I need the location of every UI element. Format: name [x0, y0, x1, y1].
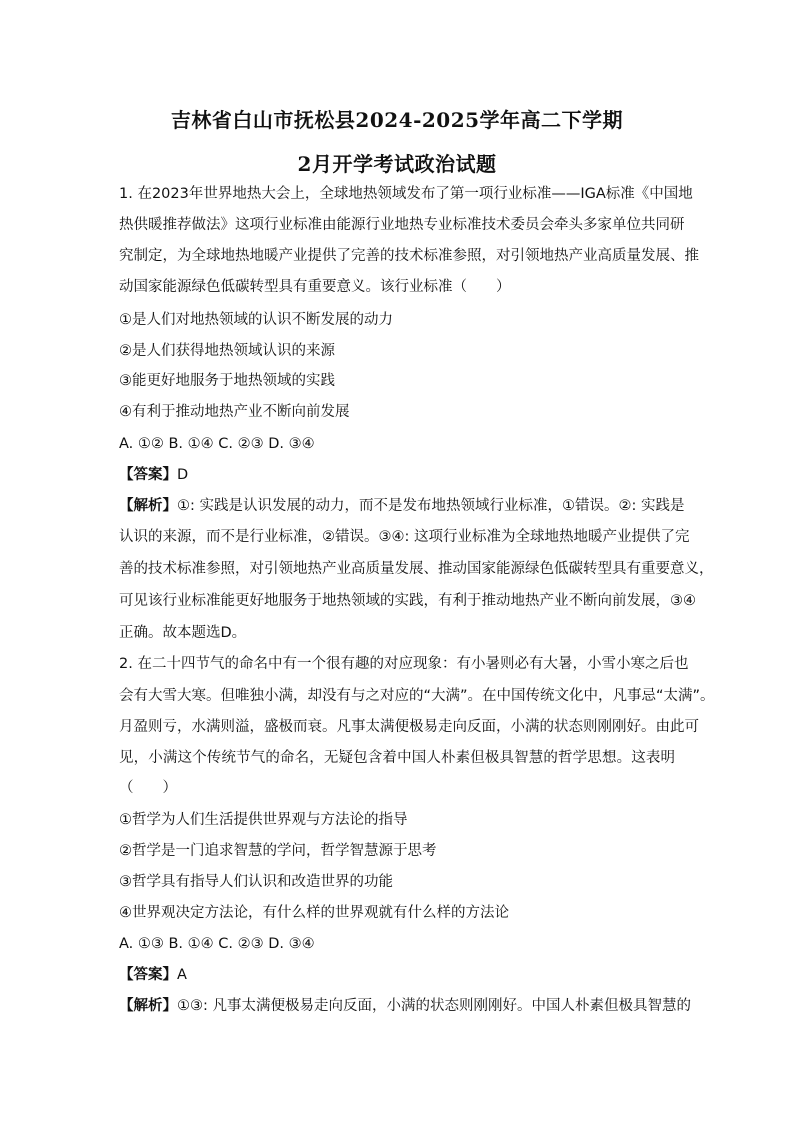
q1-choices: A. ①② B. ①④ C. ②③ D. ③④ [119, 436, 315, 452]
q2-stem-line: （ ） [119, 780, 177, 796]
document-title-line2: 2月开学考试政治试题 [297, 152, 497, 176]
answer-tag: 【答案】 [119, 467, 177, 483]
answer-tag: 【答案】 [119, 967, 177, 983]
q1-option: ①是人们对地热领域的认识不断发展的动力 [119, 312, 393, 328]
q1-option: ③能更好地服务于地热领域的实践 [119, 373, 335, 389]
q1-stem-line: 究制定，为全球地热地暖产业提供了完善的技术标准参照，对引领地热产业高质量发展、推 [119, 248, 699, 264]
q1-analysis-line: 可见该行业标准能更好地服务于地热领域的实践，有利于推动地热产业不断向前发展，③④ [119, 593, 696, 609]
q1-answer [119, 465, 188, 485]
answer-value: D [177, 467, 189, 483]
q2-option: ④世界观决定方法论，有什么样的世界观就有什么样的方法论 [119, 905, 509, 921]
answer-value: A [177, 967, 187, 983]
q2-stem-line: 会有大雪大寒。但唯独小满，却没有与之对应的“大满”。在中国传统文化中，凡事忌“太满”。 [119, 688, 715, 704]
q2-stem-line: 2. 在二十四节气的命名中有一个很有趣的对应现象：有小暑则必有大暑，小雪小寒之后也 [119, 656, 689, 672]
q1-analysis-line: 正确。故本题选D。 [119, 625, 247, 641]
analysis-text: ①: 实践是认识发展的动力，而不是发布地热领域行业标准，①错误。②: 实践是 [177, 498, 685, 514]
q2-option: ②哲学是一门追求智慧的学问，哲学智慧源于思考 [119, 843, 437, 859]
q1-stem-line: 1. 在2023年世界地热大会上，全球地热领域发布了第一项行业标准——IGA标准《中国地 [119, 186, 693, 202]
q1-option: ④有利于推动地热产业不断向前发展 [119, 404, 350, 420]
q1-analysis-line: 认识的来源，而不是行业标准，②错误。③④: 这项行业标准为全球地热地暖产业提供了完 [119, 529, 690, 545]
document-title-line1: 吉林省白山市抚松县2024-2025学年高二下学期 [170, 108, 624, 132]
q1-analysis-line [119, 496, 685, 516]
q2-option: ③哲学具有指导人们认识和改造世界的功能 [119, 874, 393, 890]
q1-analysis-line: 善的技术标准参照，对引领地热产业高质量发展、推动国家能源绿色低碳转型具有重要意义， [119, 561, 714, 577]
q2-stem-line: 见，小满这个传统节气的命名，无疑包含着中国人朴素但极具智慧的哲学思想。这表明 [119, 750, 675, 766]
analysis-tag: 【解析】 [119, 498, 177, 514]
q2-option: ①哲学为人们生活提供世界观与方法论的指导 [119, 812, 408, 828]
q2-choices: A. ①③ B. ①④ C. ②③ D. ③④ [119, 936, 315, 952]
q2-analysis-line [119, 996, 691, 1016]
q1-option: ②是人们获得地热领域认识的来源 [119, 343, 335, 359]
analysis-tag: 【解析】 [119, 998, 177, 1014]
q2-answer [119, 965, 187, 985]
q1-stem-line: 动国家能源绿色低碳转型具有重要意义。该行业标准（ ） [119, 279, 511, 295]
q2-stem-line: 月盈则亏，水满则溢，盛极而衰。凡事太满便极易走向反面，小满的状态则刚刚好。由此可 [119, 719, 699, 735]
analysis-text: ①③: 凡事太满便极易走向反面，小满的状态则刚刚好。中国人朴素但极具智慧的 [177, 998, 691, 1014]
q1-stem-line: 热供暖推荐做法》这项行业标准由能源行业地热专业标准技术委员会牵头多家单位共同研 [119, 217, 685, 233]
